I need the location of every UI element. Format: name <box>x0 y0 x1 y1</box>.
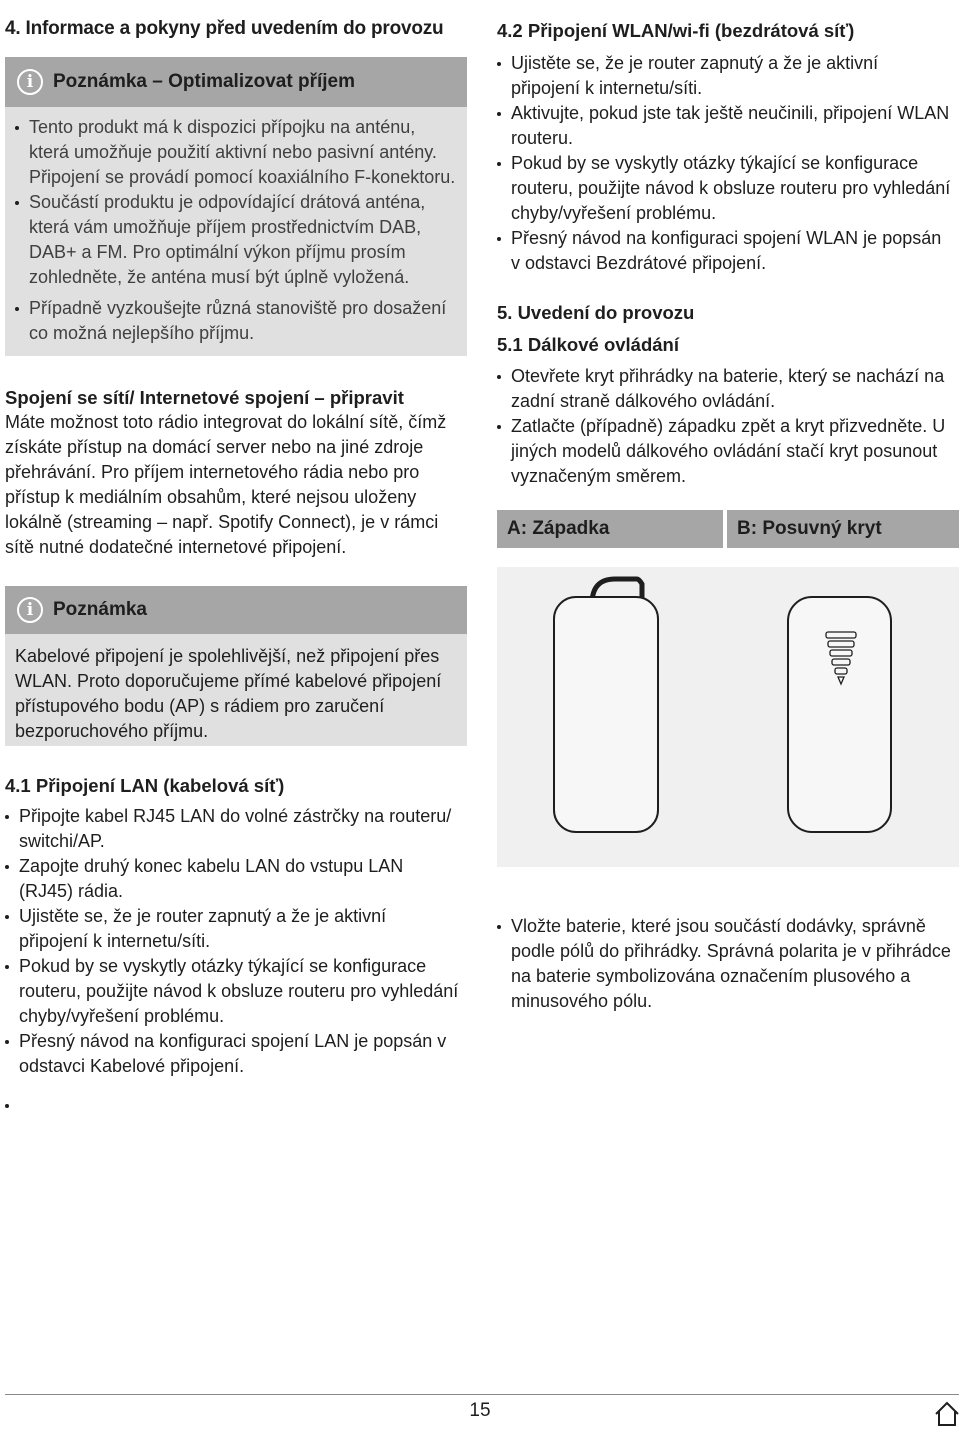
list-item: Součástí produktu je odpovídající drátová anténa, která vám umožňuje příjem prostřednictvím DAB, DAB+ a FM. Pro optimální výkon příjmu prosím zohledněte, že anténa musí být úplně vyložená. <box>15 190 459 290</box>
wlan-section <box>497 18 952 276</box>
list-item: Aktivujte, pokud jste tak ještě neučinili, připojení WLAN routeru. <box>497 101 952 151</box>
remote-b <box>788 597 891 832</box>
network-title: Spojení se sítí/ Internetové spojení – připravit <box>5 387 404 408</box>
remote-section <box>497 332 952 489</box>
footer-divider <box>5 1394 959 1395</box>
note-header-reception <box>5 57 467 107</box>
list-item: Pokud by se vyskytly otázky týkající se konfigurace routeru, použijte návod k obsluze routeru pro vyhledání chyby/vyřešení problému. <box>5 954 460 1029</box>
remote-title: 5.1 Dálkové ovládání <box>497 334 680 355</box>
lan-section <box>5 773 460 1118</box>
note-body-reception <box>5 107 467 356</box>
network-section <box>5 385 460 560</box>
note-header <box>5 586 467 634</box>
list-item: Tento produkt má k dispozici přípojku na anténu, která umožňuje použití aktivní nebo pasivní antény. Připojení se provádí pomocí koaxiálního F-konektoru. <box>15 115 459 190</box>
note-title: Poznámka <box>53 599 147 620</box>
info-icon: i <box>17 597 43 623</box>
note-text: Kabelové připojení je spolehlivější, než připojení přes WLAN. Proto doporučujeme přímé kabelové připojení přístupového bodu (AP) s rádiem pro zaručení bezporuchového příjmu. <box>15 646 442 741</box>
list-item <box>5 1093 460 1118</box>
list-item: Ujistěte se, že je router zapnutý a že je aktivní připojení k internetu/síti. <box>497 51 952 101</box>
lan-title: 4.1 Připojení LAN (kabelová síť) <box>5 775 285 796</box>
list-item: Ujistěte se, že je router zapnutý a že je aktivní připojení k internetu/síti. <box>5 904 460 954</box>
network-text: Máte možnost toto rádio integrovat do lokální sítě, čímž získáte přístup na domácí server nebo na jiné zdroje přehrávání. Pro příjem internetového rádia nebo pro přístup k mediálním obsahům, které nejsou uloženy lokálně (streaming – např. Spotify Connect), je v rámci sítě nutné dodatečné internetové připojení. <box>5 412 447 557</box>
remote-illustration <box>497 567 959 867</box>
wlan-title: 4.2 Připojení WLAN/wi-fi (bezdrátová síť) <box>497 20 855 41</box>
list-item: Zatlačte (případně) západku zpět a kryt přizvedněte. U jiných modelů dálkového ovládání stačí kryt posunout vyznačeným směrem. <box>497 414 952 489</box>
home-icon[interactable] <box>934 1400 960 1428</box>
list-item: Přesný návod na konfiguraci spojení WLAN je popsán v odstavci Bezdrátové připojení. <box>497 226 952 276</box>
list-item: Vložte baterie, které jsou součástí dodávky, správně podle pólů do přihrádky. Správná polarita je v přihrádce na baterie symbolizována označením plusového a minusového pólu. <box>497 914 952 1014</box>
remote-drawing <box>497 567 959 867</box>
note-body <box>5 634 467 746</box>
section-5-title: 5. Uvedení do provozu <box>497 302 695 323</box>
list-item: Připojte kabel RJ45 LAN do volné zástrčky na routeru/ switchi/AP. <box>5 804 460 854</box>
page-number: 15 <box>469 1400 491 1421</box>
list-item: Případně vyzkoušejte různá stanoviště pro dosažení co možná nejlepšího příjmu. <box>15 296 459 346</box>
label-latch: A: Západka <box>497 510 723 548</box>
info-icon: i <box>17 69 43 95</box>
list-item: Pokud by se vyskytly otázky týkající se konfigurace routeru, použijte návod k obsluze routeru pro vyhledání chyby/vyřešení problému. <box>497 151 952 226</box>
remote-a <box>554 579 658 832</box>
list-item: Přesný návod na konfiguraci spojení LAN je popsán v odstavci Kabelové připojení. <box>5 1029 460 1079</box>
battery-section <box>497 914 952 1014</box>
note-title: Poznámka – Optimalizovat příjem <box>53 71 355 92</box>
note-text: Pro optimální výkon příjmu prosím zohledněte, že anténa musí být úplně vyložená. <box>29 242 410 287</box>
list-item: Otevřete kryt přihrádky na baterie, který se nachází na zadní straně dálkového ovládání. <box>497 364 952 414</box>
label-slide-cover: B: Posuvný kryt <box>727 510 959 548</box>
list-item: Zapojte druhý konec kabelu LAN do vstupu LAN (RJ45) rádia. <box>5 854 460 904</box>
page-heading: 4. Informace a pokyny před uvedením do provozu <box>5 18 444 39</box>
